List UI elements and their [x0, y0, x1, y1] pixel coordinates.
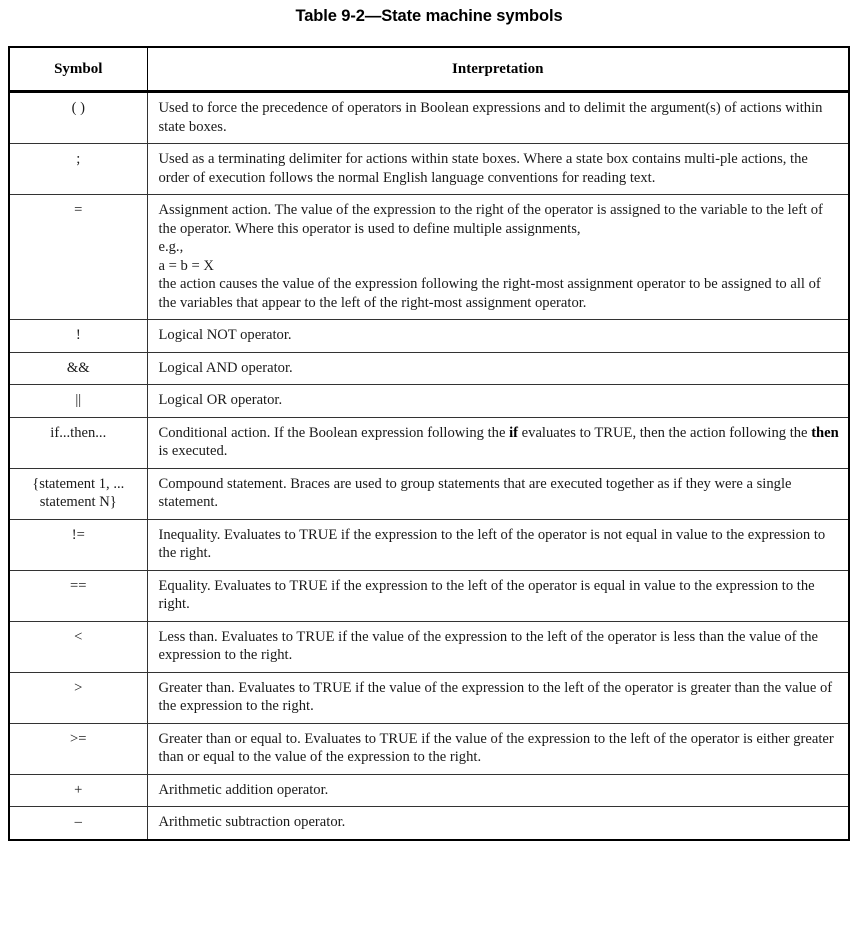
- interpretation-line: Assignment action. The value of the expression to the right of the operator is assigned to the variable to the left of the operator. Where this operator is used to define multiple assignments,: [158, 202, 823, 237]
- symbol-cell: [9, 468, 147, 519]
- table-row: [9, 195, 849, 320]
- header-symbol: Symbol: [9, 47, 147, 92]
- symbol-line: statement N}: [39, 494, 117, 510]
- interpretation-line: e.g.,: [158, 239, 184, 255]
- interpretation-cell: [147, 570, 849, 621]
- table-row: [9, 385, 849, 418]
- interpretation-cell: [147, 468, 849, 519]
- table-header-row: [9, 47, 849, 92]
- symbol-cell: =: [9, 195, 147, 320]
- interpretation-cell: [147, 807, 849, 840]
- interpretation-line: the action causes the value of the expression following the right-most assignment operator to be assigned to all of the variables that appear to the left of the right-most assignment operator.: [158, 276, 821, 311]
- symbol-cell: ==: [9, 570, 147, 621]
- symbol-cell: if...then...: [9, 417, 147, 468]
- interpretation-cell: [147, 417, 849, 468]
- interpretation-cell: [147, 144, 849, 195]
- interpretation-cell: [147, 621, 849, 672]
- interpretation-text: Used as a terminating delimiter for actions within state boxes. Where a state box contains multi-ple actions, the order of execution follows the normal English language conventions for reading text.: [158, 151, 808, 186]
- table-row: [9, 621, 849, 672]
- symbol-cell: ||: [9, 385, 147, 418]
- symbol-cell: !=: [9, 519, 147, 570]
- symbol-cell: >=: [9, 723, 147, 774]
- table-row: [9, 320, 849, 353]
- interpretation-cell: [147, 774, 849, 807]
- symbol-cell: !: [9, 320, 147, 353]
- interpretation-text: Used to force the precedence of operators in Boolean expressions and to delimit the argument(s) of actions within state boxes.: [158, 100, 823, 135]
- table-row: [9, 774, 849, 807]
- symbol-cell: ( ): [9, 92, 147, 144]
- interpretation-text: Logical NOT operator.: [158, 327, 292, 343]
- interpretation-text: Greater than or equal to. Evaluates to TRUE if the value of the expression to the left of the operator is either greater than or equal to the value of the expression to the right.: [158, 730, 834, 765]
- table-body: [9, 92, 849, 840]
- table-row: [9, 417, 849, 468]
- table-row: [9, 352, 849, 385]
- table-row: [9, 519, 849, 570]
- interpretation-text: Compound statement. Braces are used to group statements that are executed together as if they were a single statement.: [158, 475, 792, 510]
- interpretation-cell: [147, 672, 849, 723]
- interpretation-cell: [147, 92, 849, 144]
- interpretation-cell: [147, 385, 849, 418]
- interpretation-text: Equality. Evaluates to TRUE if the expression to the left of the operator is equal in value to the expression to the right.: [158, 577, 815, 612]
- interpretation-cell: [147, 195, 849, 320]
- interpretation-text: Less than. Evaluates to TRUE if the value of the expression to the left of the operator is less than the value of the expression to the right.: [158, 628, 819, 663]
- header-interpretation: Interpretation: [147, 47, 849, 92]
- interpretation-line: a = b = X: [158, 257, 214, 274]
- symbol-line: {statement 1, ...: [32, 475, 125, 492]
- interpretation-cell: [147, 519, 849, 570]
- symbol-cell: +: [9, 774, 147, 807]
- interpretation-text: Inequality. Evaluates to TRUE if the expression to the left of the operator is not equal in value to the expression to the right.: [158, 526, 826, 561]
- symbol-cell: <: [9, 621, 147, 672]
- table-title: Table 9-2—State machine symbols: [295, 7, 563, 25]
- table-row: [9, 570, 849, 621]
- symbol-cell: &&: [9, 352, 147, 385]
- table-row: [9, 468, 849, 519]
- symbol-cell: ;: [9, 144, 147, 195]
- interpretation-text: Logical OR operator.: [158, 392, 283, 408]
- table-row: [9, 723, 849, 774]
- interpretation-text: is executed.: [158, 443, 228, 459]
- interpretation-text: Greater than. Evaluates to TRUE if the value of the expression to the left of the operator is greater than the value of the expression to the right.: [158, 679, 833, 714]
- interpretation-text: evaluates to TRUE, then the action following the: [518, 424, 812, 441]
- interpretation-cell: [147, 723, 849, 774]
- symbol-cell: >: [9, 672, 147, 723]
- interpretation-cell: [147, 320, 849, 353]
- symbol-cell: –: [9, 807, 147, 840]
- state-machine-symbols-table: [8, 46, 850, 841]
- interpretation-text: Arithmetic addition operator.: [158, 781, 329, 798]
- table-row: [9, 672, 849, 723]
- interpretation-text: Arithmetic subtraction operator.: [158, 814, 346, 830]
- table-row: [9, 144, 849, 195]
- interpretation-text: Logical AND operator.: [158, 359, 293, 376]
- table-row: [9, 807, 849, 840]
- keyword-text: then: [811, 424, 839, 441]
- interpretation-cell: [147, 352, 849, 385]
- keyword-text: if: [509, 424, 519, 441]
- interpretation-text: Conditional action. If the Boolean expression following the: [158, 424, 510, 441]
- table-row: [9, 92, 849, 144]
